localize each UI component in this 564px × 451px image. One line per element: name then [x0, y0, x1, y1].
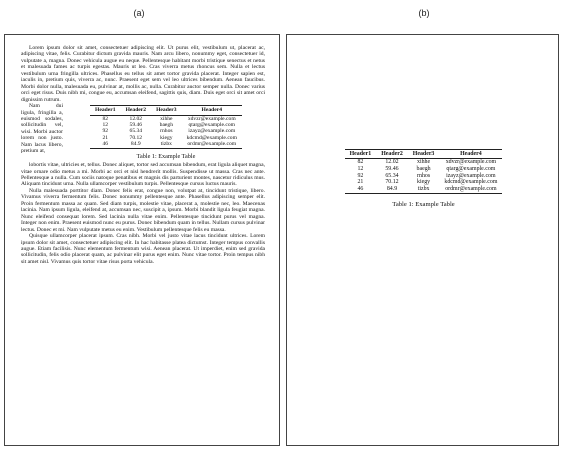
table-cell: ordmr@example.com — [445, 186, 497, 193]
table-row — [345, 159, 503, 166]
table-cell: 12.02 — [385, 159, 399, 165]
paragraph-1-wrap: Nam dui ligula, fringilla a, euismod sodales, sollicitudin vel, wisi. Morbi auctor lorem non justo. Nam lacus libero, pretium at, — [21, 103, 63, 155]
paragraph-1-intro: Lorem ipsum dolor sit amet, consectetuer adipiscing elit. Ut purus elit, vestibulum ut, placerat ac, adipiscing vitae, felis. Curabitur dictum gravida mauris. Nam arcu libero, nonummy eget, consectetuer id, vulputate a, magna. Donec vehicula augue eu neque. Pellentesque habitant morbi tristique senectus et netus et malesuada fames ac turpis egestas. Mauris ut leo. Cras viverra metus rhoncus sem. Nulla et lectus vestibulum urna fringilla ultrices. Phasellus eu tellus sit amet tortor gravida placerat. Integer sapien est, iaculis in, pretium quis, viverra ac, nunc. Praesent eget sem vel leo ultrices bibendum. Aenean faucibus. Morbi dolor nulla, malesuada eu, pulvinar at, mollis ac, nulla. Curabitur auctor semper nulla. Donec varius orci eget risus. Duis nibh mi, congue eu, accumsan eleifend, sagittis quis, diam. Duis eget orci sit amet orci dignissim rutrum. — [21, 45, 265, 103]
table-cell: tizbx — [160, 141, 172, 148]
table-figure-a — [67, 105, 265, 160]
table-header-cell: Header4 — [182, 106, 242, 115]
table-cell: baegh — [159, 121, 174, 128]
table-header-cell: Header3 — [151, 106, 182, 115]
table-cell: 12.02 — [129, 115, 143, 122]
wrap-block — [21, 103, 265, 162]
table-cell: 46 — [102, 141, 109, 148]
data-table-a — [90, 105, 242, 149]
table-cell: 65.34 — [385, 172, 399, 179]
table-row — [345, 166, 503, 173]
panel-label-b: (b) — [418, 8, 430, 18]
table-cell: izayz@example.com — [446, 172, 496, 179]
table-cell: 46 — [357, 186, 364, 193]
table-cell: kdcmd@example.com — [186, 134, 237, 141]
data-table-b — [345, 149, 503, 194]
table-cell: 92 — [357, 172, 364, 179]
table-cell: 70.12 — [129, 134, 143, 141]
table-cell: kiegy — [417, 179, 431, 186]
table-cell: kdcmd@example.com — [444, 179, 498, 186]
table-cell: 70.12 — [385, 179, 399, 186]
table-cell: izayz@example.com — [188, 128, 236, 135]
table-cell: qtarg@example.com — [188, 121, 236, 128]
table-cell: xdvzr@example.com — [445, 159, 497, 165]
document-body — [21, 45, 265, 265]
document-page-a — [4, 34, 280, 446]
table-cell: 12 — [357, 165, 364, 172]
table-body — [345, 159, 503, 194]
table-cell: xdvzr@example.com — [187, 115, 236, 122]
table-header-cell: Header3 — [408, 150, 440, 159]
table-cell: tizbx — [417, 186, 430, 193]
table-cell: 82 — [357, 159, 364, 165]
table-cell: qtarg@example.com — [446, 165, 496, 172]
document-page-b — [286, 34, 559, 446]
table-caption-b: Table 1: Example Table — [392, 200, 455, 208]
table-cell: ordmr@example.com — [187, 141, 237, 148]
table-cell: baegh — [416, 165, 431, 172]
table-cell: 65.34 — [129, 128, 143, 135]
paragraph-1-rest: lobortis vitae, ultricies et, tellus. Donec aliquet, tortor sed accumsan bibendum, erat ligula aliquet magna, vitae ornare odio metus a mi. Morbi ac orci et nisl hendrerit mollis. Suspendisse ut massa. Cras nec ante. Pellentesque a nulla. Cum sociis natoque penatibus et magnis dis parturient montes, nascetur ridiculus mus. Aliquam tincidunt urna. Nulla ullamcorper vestibulum turpis. Pellentesque cursus luctus mauris. — [21, 162, 265, 188]
table-cell: 59.46 — [385, 165, 399, 172]
table-cell: 92 — [102, 128, 109, 135]
panel-label-a: (a) — [133, 8, 145, 18]
table-cell: xihhe — [417, 159, 431, 165]
table-cell: xihhe — [160, 115, 173, 122]
table-cell: 84.9 — [386, 186, 398, 193]
table-header-row — [345, 150, 503, 159]
paragraph-3: Quisque ullamcorper placerat ipsum. Cras nibh. Morbi vel justo vitae lacus tincidunt ultrices. Lorem ipsum dolor sit amet, consectetuer adipiscing elit. In hac habitasse platea dictumst. Integer tempus convallis augue. Etiam facilisis. Nunc elementum fermentum wisi. Aenean placerat. Ut imperdiet, enim sed gravida sollicitudin, felis odio placerat quam, ac pulvinar elit purus eget enim. Nunc vitae tortor. Proin tempus nibh sit amet nisl. Vivamus quis tortor vitae risus porta vehicula. — [21, 233, 265, 265]
table-figure-b — [287, 149, 559, 208]
table-row — [345, 179, 503, 186]
table-caption-a: Table 1: Example Table — [136, 152, 196, 160]
table-cell: 59.46 — [129, 121, 143, 128]
table-row — [345, 186, 503, 193]
table-row — [90, 141, 242, 148]
table-cell: rnhos — [417, 172, 431, 179]
table-cell: 12 — [102, 121, 109, 128]
table-cell: kiegy — [160, 134, 173, 141]
paragraph-2: Nulla malesuada porttitor diam. Donec felis erat, congue non, volutpat at, tincidunt tristique, libero. Vivamus viverra fermentum felis. Donec nonummy pellentesque ante. Phasellus adipiscing semper elit. Proin fermentum massa ac quam. Sed diam turpis, molestie vitae, placerat a, molestie nec, leo. Maecenas lacinia. Nam ipsum ligula, eleifend at, accumsan nec, suscipit a, ipsum. Morbi blandit ligula feugiat magna. Nunc eleifend consequat lorem. Sed lacinia nulla vitae enim. Pellentesque tincidunt purus vel magna. Integer non enim. Praesent euismod nunc eu purus. Donec bibendum quam in tellus. Nullam cursus pulvinar lectus. Donec et mi. Nam vulputate metus eu enim. Vestibulum pellentesque felis eu massa. — [21, 187, 265, 233]
table-cell: rnhos — [160, 128, 173, 135]
table-header-cell: Header2 — [376, 150, 408, 159]
table-row — [90, 115, 242, 122]
table-cell: 84.9 — [130, 141, 141, 148]
table-cell: 21 — [102, 134, 109, 141]
table-header-row — [90, 106, 242, 115]
table-cell: 21 — [357, 179, 364, 186]
table-header-cell: Header2 — [121, 106, 152, 115]
table-body — [90, 115, 242, 148]
table-cell: 82 — [102, 115, 109, 122]
table-header-cell: Header1 — [90, 106, 121, 115]
table-row — [345, 173, 503, 180]
table-header-cell: Header1 — [345, 150, 377, 159]
table-header-cell: Header4 — [439, 150, 502, 159]
